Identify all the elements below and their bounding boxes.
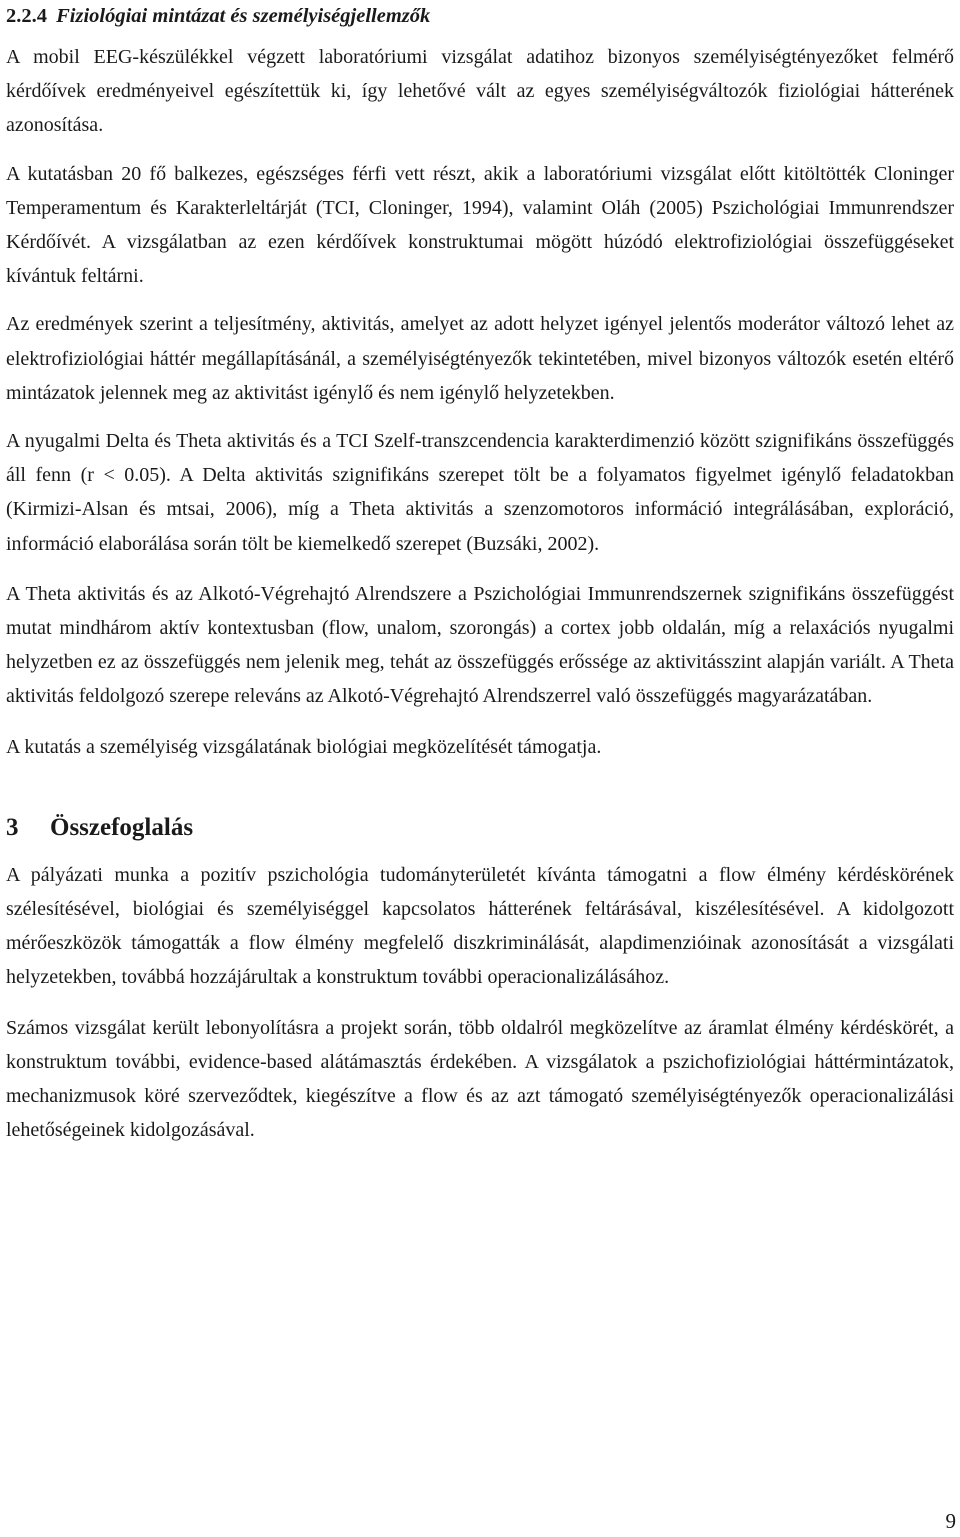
paragraph-delta-theta: A nyugalmi Delta és Theta aktivitás és a TCI Szelf-transzcendencia karakterdimenzió között szignifikáns összefüggés áll fenn (r < 0.05). A Delta aktivitás szignifikáns szerepet tölt be a folyamatos figyelmet igénylő feladatokban (Kirmizi-Alsan és mtsai, 2006), míg a Theta aktivitás a szenzomotoros információ integrálásában, exploráció, információ elaborálása során tölt be kiemelkedő szerepet (Buzsáki, 2002). [6, 430, 954, 555]
paragraph-theta-immune: A Theta aktivitás és az Alkotó-Végrehajtó Alrendszere a Pszichológiai Immunrendszernek szignifikáns összefüggést mutat mindhárom aktív kontextusban (flow, unalom, szorongás) a cortex jobb oldalán, míg a relaxációs nyugalmi helyzetben ez az összefüggés nem jelenik meg, tehát az összefüggés erőssége az aktivitásszint alapján variált. A Theta aktivitás feldolgozó szerepe releváns az Alkotó-Végrehajtó Alrendszerrel való összefüggés magyarázatában. [6, 582, 954, 708]
paragraph-intro: A mobil EEG-készülékkel végzett laboratóriumi vizsgálat adatihoz bizonyos személyiségtényezőket felmérő kérdőívek eredményeivel egészítettük ki, így lehetővé vált az egyes személyiségváltozók fiziológiai hátterének azonosítása. [6, 46, 954, 137]
section-heading [6, 808, 954, 848]
subsection-number: 2.2.4 [6, 5, 47, 27]
paragraph-results: Az eredmények szerint a teljesítmény, aktivitás, amelyet az adott helyzet igényel jelentős moderátor változó lehet az elektrofiziológiai háttér megállapításánál, a személyiségtényezők tekintetében, mivel bizonyos változók esetén eltérő mintázatok jelennek meg az aktivitást igénylő és nem igénylő helyzetekben. [6, 313, 954, 404]
section-title: Összefoglalás [50, 813, 194, 841]
paragraph-summary-1: A pályázati munka a pozitív pszichológia tudományterületét kívánta támogatni a flow élmény kérdéskörének szélesítésével, biológiai és személyiséggel kapcsolatos hátterének feltárásával, kiszélesítésével. A kidolgozott mérőeszközök támogatták a flow élmény megfelelő diszkriminálását, alapdimenzióinak azonosítását a vizsgálati helyzetekben, továbbá hozzájárultak a konstruktum további operacionalizálásához. [6, 863, 954, 989]
section-number: 3 [6, 813, 19, 841]
paragraph-participants: A kutatásban 20 fő balkezes, egészséges férfi vett részt, akik a laboratóriumi vizsgálat előtt kitöltötték Cloninger Temperamentum és Karakterleltárját (TCI, Cloninger, 1994), valamint Oláh (2005) Pszichológiai Immunrendszer Kérdőívét. A vizsgálatban az ezen kérdőívek konstruktumai mögött húzódó elektrofiziológiai összefüggéseket kívántuk feltárni. [6, 162, 954, 288]
paragraph-conclusion: A kutatás a személyiség vizsgálatának biológiai megközelítését támogatja. [6, 735, 602, 758]
subsection-heading [6, 0, 954, 30]
subsection-title: Fiziológiai mintázat és személyiségjellemzők [56, 5, 431, 27]
paragraph-summary-2: Számos vizsgálat került lebonyolításra a projekt során, több oldalról megközelítve az áramlat élmény kérdéskörét, a konstruktum további, evidence-based alátámasztás érdekében. A vizsgálatok a pszichofiziológiai háttérmintázatok, mechanizmusok köré szerveződtek, kiegészítve a flow és az azt támogató személyiségtényezők operacionalizálási lehetőségeinek kidolgozásával. [6, 1016, 954, 1142]
page-number: 9 [945, 1509, 956, 1533]
document-page [6, 0, 954, 1147]
